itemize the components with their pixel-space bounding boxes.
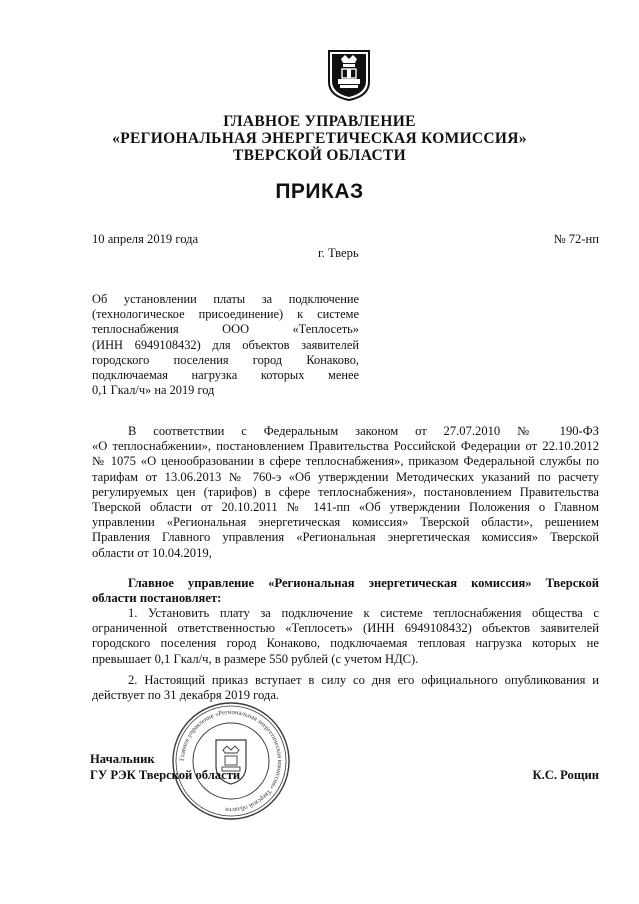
preamble-line: тарифам от 13.06.2013 № 760-э «Об утверждении Методических указаний по расчету — [92, 469, 599, 484]
subject-line: 0,1 Гкал/ч» на 2019 год — [92, 383, 215, 398]
subject-line: теплоснабжения ООО «Теплосеть» — [92, 322, 359, 337]
preamble-line: области от 10.04.2019, — [92, 545, 212, 560]
preamble-line: регулируемых цен (тарифов) в сфере теплоснабжения», постановлением Правительства — [92, 484, 599, 499]
stamp-text: Главное управление «Региональная энергетическая комиссия» Тверской области — [178, 708, 284, 814]
subject-line: подключаемая нагрузка которых менее — [92, 368, 359, 383]
doc-type-title: ПРИКАЗ — [275, 180, 364, 203]
preamble-line: Тверской области от 20.10.2011 № 141-пп «Об утверждении Положения о Главном — [92, 500, 599, 515]
item-line: 1. Установить плату за подключение к системе теплоснабжения общества с — [128, 606, 599, 620]
resolution-line: области постановляет: — [92, 591, 222, 606]
svg-text:Главное управление «Региональн — [179, 709, 283, 813]
signatory-position-line2: ГУ РЭК Тверской области — [90, 768, 241, 782]
resolution-paragraph — [92, 576, 599, 606]
subject-line: городского поселения город Конаково, — [92, 352, 359, 367]
preamble-line: Правления Главного управления «Региональная энергетическая комиссия» Тверской — [92, 530, 599, 545]
preamble-line: № 1075 «О ценообразовании в сфере теплоснабжения», приказом Федеральной службы по — [92, 454, 599, 469]
official-stamp — [170, 700, 292, 822]
resolution-line: Главное управление «Региональная энергетическая комиссия» Тверской — [128, 576, 599, 590]
coat-of-arms-icon — [326, 48, 372, 102]
item-line: 2. Настоящий приказ вступает в силу со дня его официального опубликования и — [128, 673, 599, 687]
item-line: ограниченной ответственностью «Теплосеть» (ИНН 6949108432) объектов заявителей — [92, 621, 599, 636]
doc-date: 10 апреля 2019 года — [92, 232, 199, 246]
order-item-2 — [92, 673, 599, 703]
preamble-paragraph — [92, 424, 599, 561]
item-line: городского поселения город Конаково, подключаемая тепловая нагрузка которых не — [92, 636, 599, 651]
doc-number: № 72-нп — [553, 232, 599, 246]
org-name-line3: ТВЕРСКОЙ ОБЛАСТИ — [233, 147, 406, 164]
subject-line: Об установлении платы за подключение — [92, 292, 359, 306]
subject-line: (ИНН 6949108432) для объектов заявителей — [92, 337, 359, 352]
item-line: действует по 31 декабря 2019 года. — [92, 688, 280, 703]
preamble-line: В соответствии с Федеральным законом от 27.07.2010 № 190-ФЗ — [128, 424, 599, 438]
signatory-name: К.С. Рощин — [532, 768, 599, 782]
item-line: превышает 0,1 Гкал/ч, в размере 550 рублей (с учетом НДС). — [92, 651, 419, 666]
signatory-position-line1: Начальник — [90, 752, 155, 766]
preamble-line: управлении «Региональная энергетическая комиссия» Тверской области», решением — [92, 515, 599, 530]
preamble-line: «О теплоснабжении», постановлением Правительства Российской Федерации от 22.10.2012 — [92, 439, 599, 454]
subject-block — [92, 292, 359, 398]
doc-city: г. Тверь — [318, 246, 359, 260]
org-name-line1: ГЛАВНОЕ УПРАВЛЕНИЕ — [223, 113, 416, 130]
org-name-line2: «РЕГИОНАЛЬНАЯ ЭНЕРГЕТИЧЕСКАЯ КОМИССИЯ» — [112, 130, 527, 147]
subject-line: (технологическое присоединение) к системе — [92, 307, 359, 322]
order-item-1 — [92, 606, 599, 667]
